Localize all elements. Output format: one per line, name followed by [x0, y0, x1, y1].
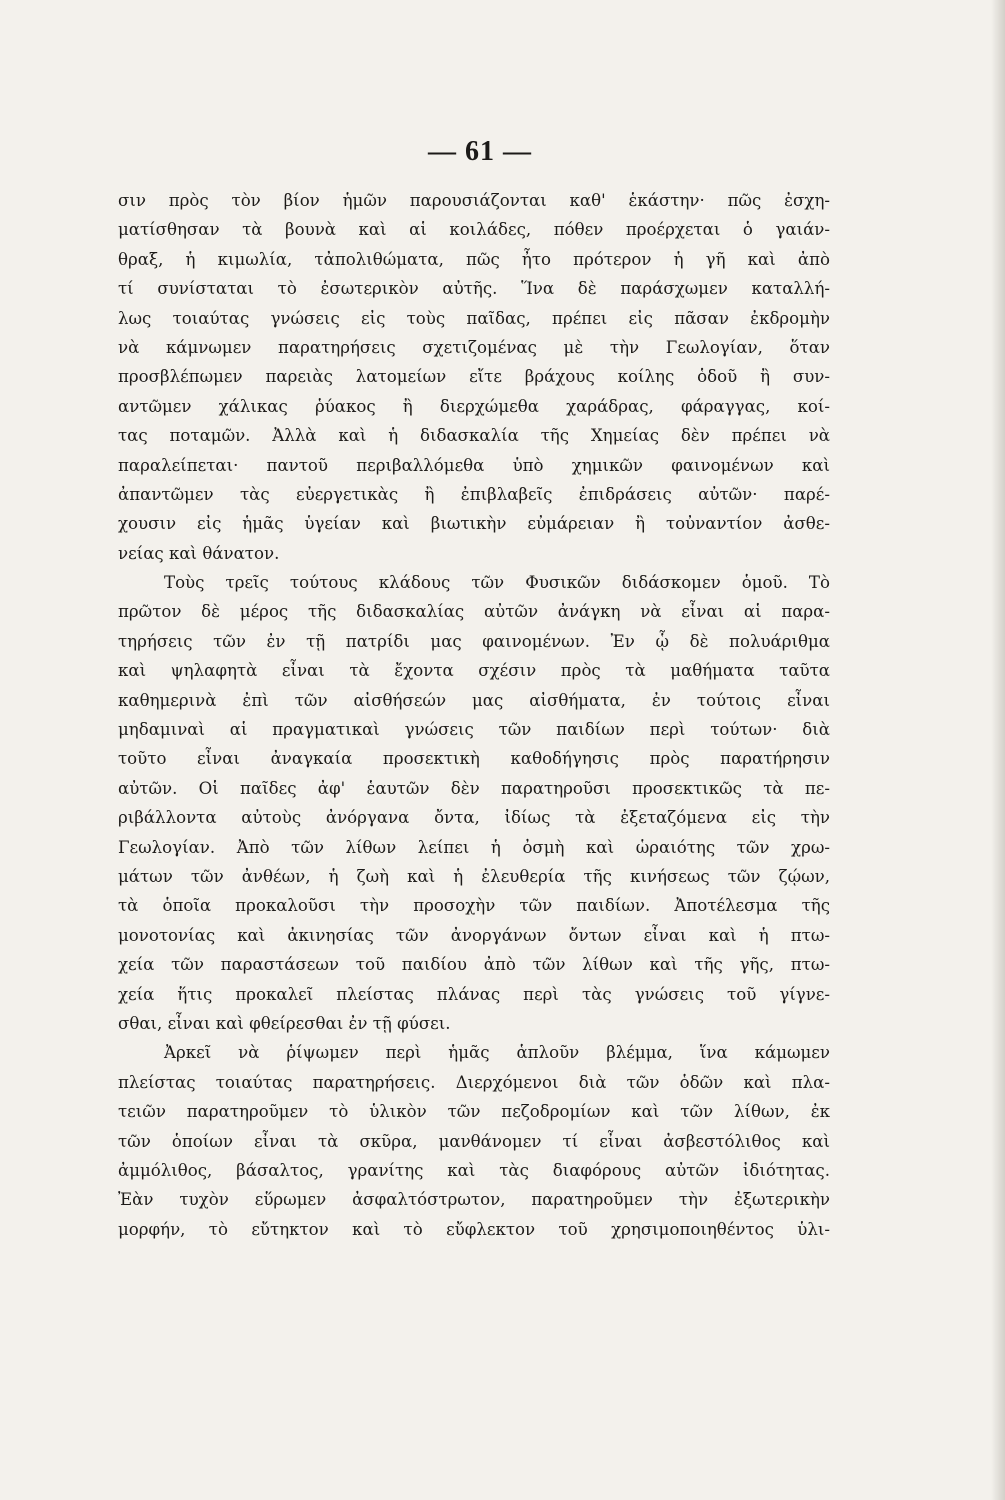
text-line: θραξ, ἡ κιμωλία, τἀπολιθώματα, πῶς ἦτο πρότερον ἡ γῆ καὶ ἀπὸ — [118, 249, 830, 269]
text-line: χεία ἥτις προκαλεῖ πλείστας πλάνας περὶ τὰς γνώσεις τοῦ γίγνε- — [118, 984, 830, 1004]
text-line: τας ποταμῶν. Ἀλλὰ καὶ ἡ διδασκαλία τῆς Χημείας δὲν πρέπει νὰ — [118, 426, 830, 446]
text-line: τειῶν παρατηροῦμεν τὸ ὑλικὸν τῶν πεζοδρομίων καὶ τῶν λίθων, ἐκ — [118, 1102, 830, 1122]
text-line: μηδαμιναὶ αἱ πραγματικαὶ γνώσεις τῶν παιδίων περὶ τούτων· διὰ — [118, 720, 830, 740]
text-line: μορφήν, τὸ εὔτηκτον καὶ τὸ εὔφλεκτον τοῦ χρησιμοποιηθέντος ὑλι- — [118, 1219, 830, 1239]
text-line: Ἀρκεῖ νὰ ῥίψωμεν περὶ ἡμᾶς ἁπλοῦν βλέμμα, ἵνα κάμωμεν — [164, 1043, 830, 1063]
text-line: Τοὺς τρεῖς τούτους κλάδους τῶν Φυσικῶν διδάσκομεν ὁμοῦ. Τὸ — [164, 573, 830, 593]
text-line: Ἐὰν τυχὸν εὕρωμεν ἀσφαλτόστρωτον, παρατηροῦμεν τὴν ἐξωτερικὴν — [118, 1190, 830, 1210]
text-line: νὰ κάμνωμεν παρατηρήσεις σχετιζομένας μὲ τὴν Γεωλογίαν, ὅταν — [118, 337, 830, 357]
text-line: τὰ ὁποῖα προκαλοῦσι τὴν προσοχὴν τῶν παιδίων. Ἀποτέλεσμα τῆς — [118, 896, 830, 916]
text-line: χουσιν εἰς ἡμᾶς ὑγείαν καὶ βιωτικὴν εὐμάρειαν ἢ τοὐναντίον ἀσθε- — [118, 514, 830, 534]
text-line: πρῶτον δὲ μέρος τῆς διδασκαλίας αὐτῶν ἀνάγκη νὰ εἶναι αἱ παρα- — [118, 602, 830, 622]
text-line: αὐτῶν. Οἱ παῖδες ἀφ' ἑαυτῶν δὲν παρατηροῦσι προσεκτικῶς τὰ πε- — [118, 778, 830, 798]
text-line: προσβλέπωμεν παρειὰς λατομείων εἴτε βράχους κοίλης ὁδοῦ ἢ συν- — [118, 367, 830, 387]
text-line: ἀμμόλιθος, βάσαλτος, γρανίτης καὶ τὰς διαφόρους αὐτῶν ἰδιότητας. — [118, 1160, 830, 1180]
page-edge-shadow — [991, 0, 1005, 1500]
text-line: πλείστας τοιαύτας παρατηρήσεις. Διερχόμενοι διὰ τῶν ὁδῶν καὶ πλα- — [118, 1072, 830, 1092]
text-line: μάτων τῶν ἀνθέων, ἡ ζωὴ καὶ ἡ ἐλευθερία τῆς κινήσεως τῶν ζῴων, — [118, 866, 830, 886]
text-line: ριβάλλοντα αὐτοὺς ἀνόργανα ὄντα, ἰδίως τὰ ἐξεταζόμενα εἰς τὴν — [118, 808, 830, 828]
text-line: καὶ ψηλαφητὰ εἶναι τὰ ἔχοντα σχέσιν πρὸς τὰ μαθήματα ταῦτα — [118, 661, 830, 681]
text-line: μονοτονίας καὶ ἀκινησίας τῶν ἀνοργάνων ὄντων εἶναι καὶ ἡ πτω- — [118, 925, 830, 945]
text-line: παραλείπεται· παντοῦ περιβαλλόμεθα ὑπὸ χημικῶν φαινομένων καὶ — [118, 455, 830, 475]
text-line: τοῦτο εἶναι ἀναγκαία προσεκτικὴ καθοδήγησις πρὸς παρατήρησιν — [118, 749, 830, 769]
text-line: αντῶμεν χάλικας ῥύακος ἢ διερχώμεθα χαράδρας, φάραγγας, κοί- — [118, 396, 830, 416]
text-line: τηρήσεις τῶν ἐν τῇ πατρίδι μας φαινομένων. Ἐν ᾧ δὲ πολυάριθμα — [118, 631, 830, 651]
text-line: Γεωλογίαν. Ἀπὸ τῶν λίθων λείπει ἡ ὀσμὴ καὶ ὡραιότης τῶν χρω- — [118, 837, 830, 857]
text-line: χεία τῶν παραστάσεων τοῦ παιδίου ἀπὸ τῶν λίθων καὶ τῆς γῆς, πτω- — [118, 955, 830, 975]
text-line: καθημερινὰ ἐπὶ τῶν αἰσθήσεών μας αἰσθήματα, ἐν τούτοις εἶναι — [118, 690, 830, 710]
text-line: τί συνίσταται τὸ ἐσωτερικὸν αὐτῆς. Ἵνα δὲ παράσχωμεν καταλλή- — [118, 279, 830, 299]
page-number: — 61 — — [428, 136, 532, 167]
text-line: σθαι, εἶναι καὶ φθείρεσθαι ἐν τῇ φύσει. — [118, 1013, 451, 1033]
body-text — [118, 186, 830, 1244]
text-line: σιν πρὸς τὸν βίον ἡμῶν παρουσιάζονται καθ' ἑκάστην· πῶς ἐσχη- — [118, 191, 830, 210]
text-line: νείας καὶ θάνατον. — [118, 543, 280, 563]
text-line: τῶν ὁποίων εἶναι τὰ σκῦρα, μανθάνομεν τί εἶναι ἀσβεστόλιθος καὶ — [118, 1131, 830, 1151]
text-line: ματίσθησαν τὰ βουνὰ καὶ αἱ κοιλάδες, πόθεν προέρχεται ὁ γαιάν- — [118, 220, 830, 240]
text-line: ἀπαντῶμεν τὰς εὐεργετικὰς ἢ ἐπιβλαβεῖς ἐπιδράσεις αὐτῶν· παρέ- — [118, 484, 830, 504]
text-line: λως τοιαύτας γνώσεις εἰς τοὺς παῖδας, πρέπει εἰς πᾶσαν ἐκδρομὴν — [118, 308, 830, 328]
